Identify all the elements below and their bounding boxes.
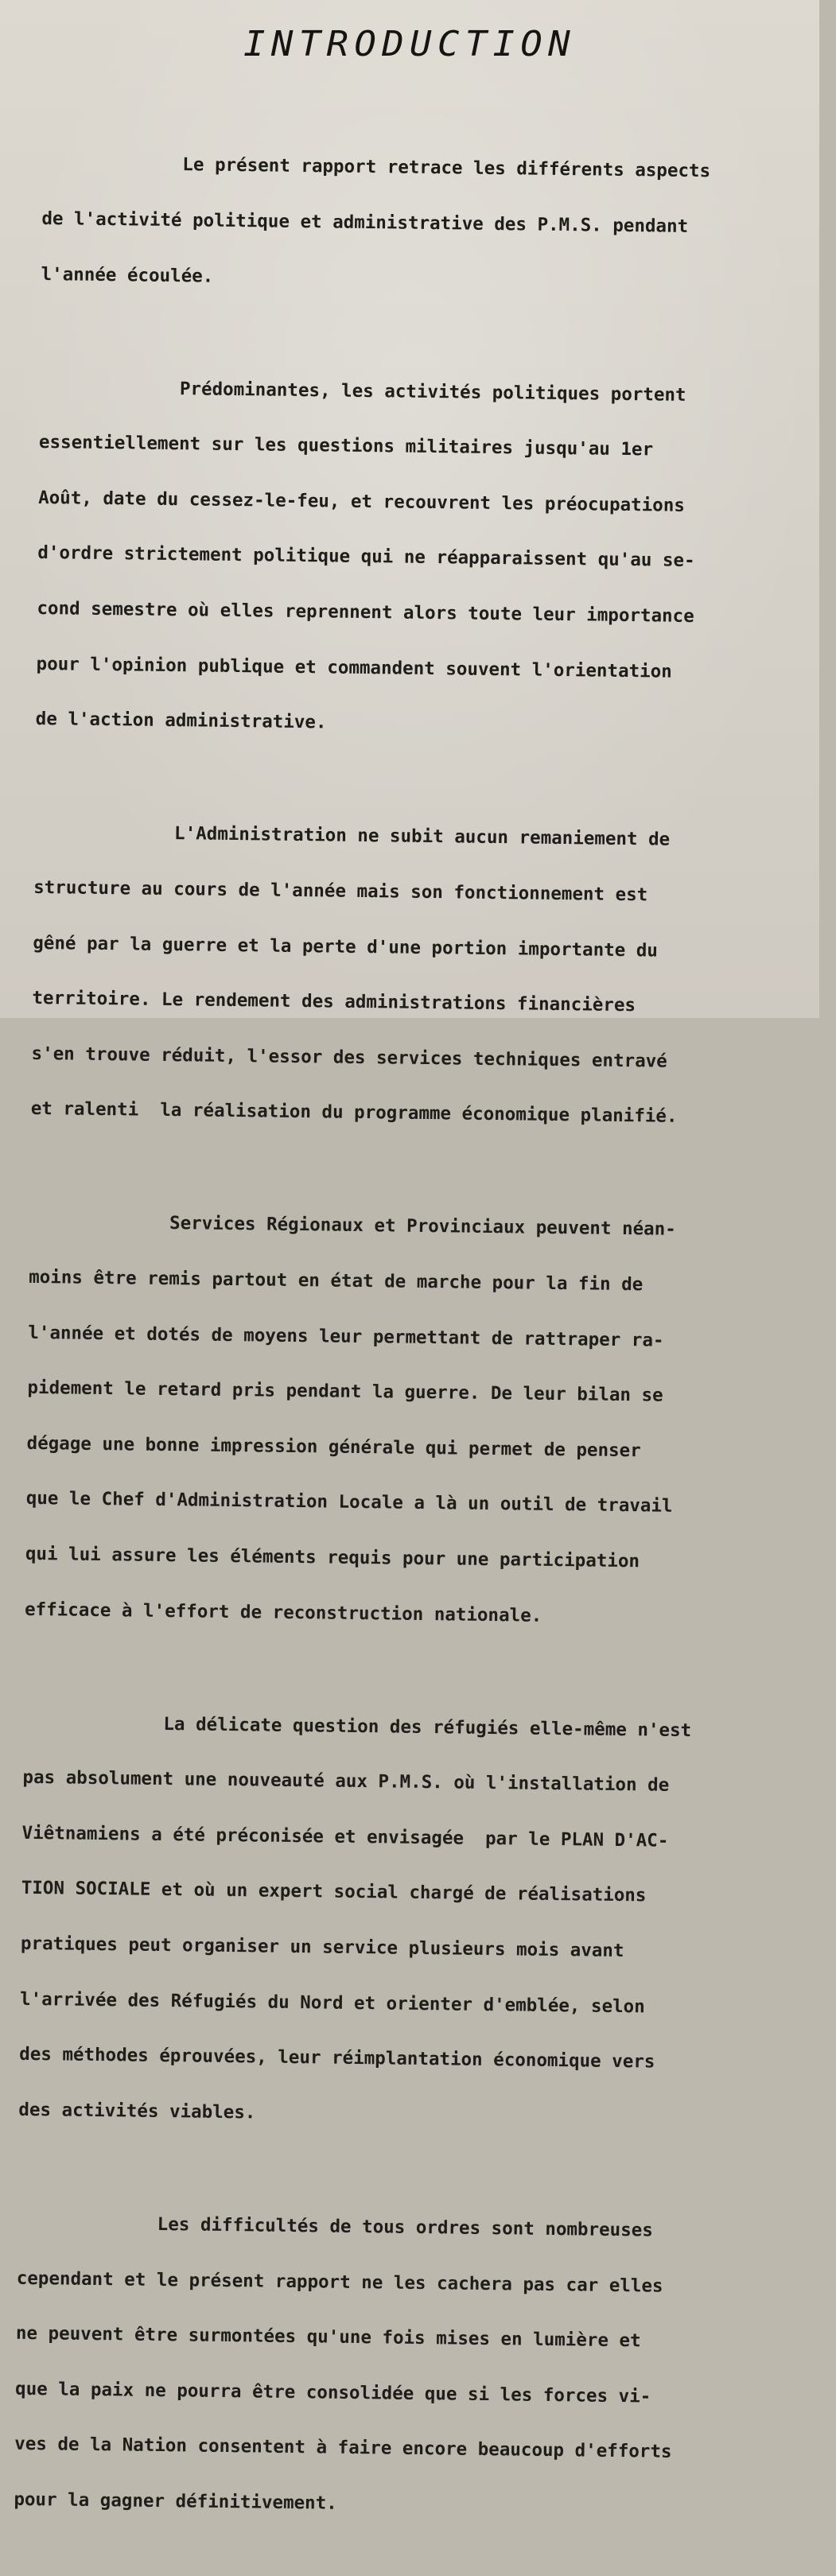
text-line: ves de la Nation consentent à faire encore beaucoup d'efforts [14,2434,672,2463]
paragraph-6 [14,2177,758,2555]
text-line: Services Régionaux et Provinciaux peuvent néan- [29,1211,676,1241]
paragraph-3 [30,787,775,1164]
text-line: que la paix ne pourra être consolidée que si les forces vi- [14,2378,651,2407]
document-title: INTRODUCTION [243,24,576,64]
text-line: pidement le retard pris pendant la guerre. De leur bilan se [27,1377,663,1406]
text-line: Les difficultés de tous ordres sont nombreuses [17,2212,653,2241]
text-line: des méthodes éprouvées, leur réimplantation économique vers [19,2044,655,2073]
paragraph-2 [35,341,780,775]
text-line: essentiellement sur les questions militaires jusqu'au 1er [38,432,654,460]
text-line: pour l'opinion publique et commandent souvent l'orientation [36,653,672,682]
text-line: dégage une bonne impression générale qui permet de penser [26,1432,641,1462]
text-line: gêné par la guerre et la perte d'une portion importante du [33,932,659,962]
text-line: ne peuvent être surmontées qu'une fois mises en lumière et [15,2322,641,2352]
text-line: pas absolument une nouveauté aux P.M.S. où l'installation de [22,1767,670,1797]
text-line: efficace à l'effort de reconstruction nationale. [24,1599,542,1626]
text-line: l'arrivée des Réfugiés du Nord et orienter d'emblée, selon [19,1988,645,2018]
text-line: que le Chef d'Administration Locale a là un outil de travail [25,1488,673,1517]
text-line: La délicate question des réfugiés elle-même n'est [23,1712,692,1741]
paragraph-1 [41,118,783,330]
text-line: Le présent rapport retrace les différents aspects [42,153,711,182]
text-line: de l'activité politique et administrative des P.M.S. pendant [41,208,689,237]
text-line: L'Administration ne subit aucun remaniement de [33,822,671,851]
paragraph-5 [18,1677,764,2166]
text-line: Prédominantes, les activités politiques portent [39,376,686,406]
document-body [13,118,783,2576]
text-line: pratiques peut organiser un service plusieurs mois avant [20,1933,624,1962]
text-line: et ralenti la réalisation du programme économique planifié. [30,1098,678,1128]
text-line: s'en trouve réduit, l'essor des services techniques entravé [31,1043,667,1072]
text-line: moins être remis partout en état de marche pour la fin de [29,1266,644,1296]
text-line: TION SOCIALE et où un expert social chargé de réalisations [21,1878,647,1906]
text-line: cependant et le présent rapport ne les cachera pas car elles [16,2267,663,2297]
text-line: des activités viables. [18,2099,256,2123]
paragraph-4 [24,1176,769,1665]
text-line: de l'action administrative. [35,709,327,733]
text-line: Viêtnamiens a été préconisée et envisagée par le PLAN D'AC- [21,1822,669,1851]
text-line: cond semestre où elles reprennent alors toute leur importance [37,598,694,627]
text-line: structure au cours de l'année mais son fonctionnement est [33,876,648,906]
text-line: Août, date du cessez-le-feu, et recouvrent les préocupations [38,487,686,516]
text-line: l'année écoulée. [41,263,214,287]
text-line: pour la gagner définitivement. [14,2489,337,2514]
text-line: l'année et dotés de moyens leur permettant de rattraper ra- [28,1322,664,1351]
text-line: d'ordre strictement politique qui ne réapparaissent qu'au se- [37,542,695,572]
text-line: territoire. Le rendement des administrations financières [32,988,636,1016]
text-line: qui lui assure les éléments requis pour une participation [25,1543,640,1572]
